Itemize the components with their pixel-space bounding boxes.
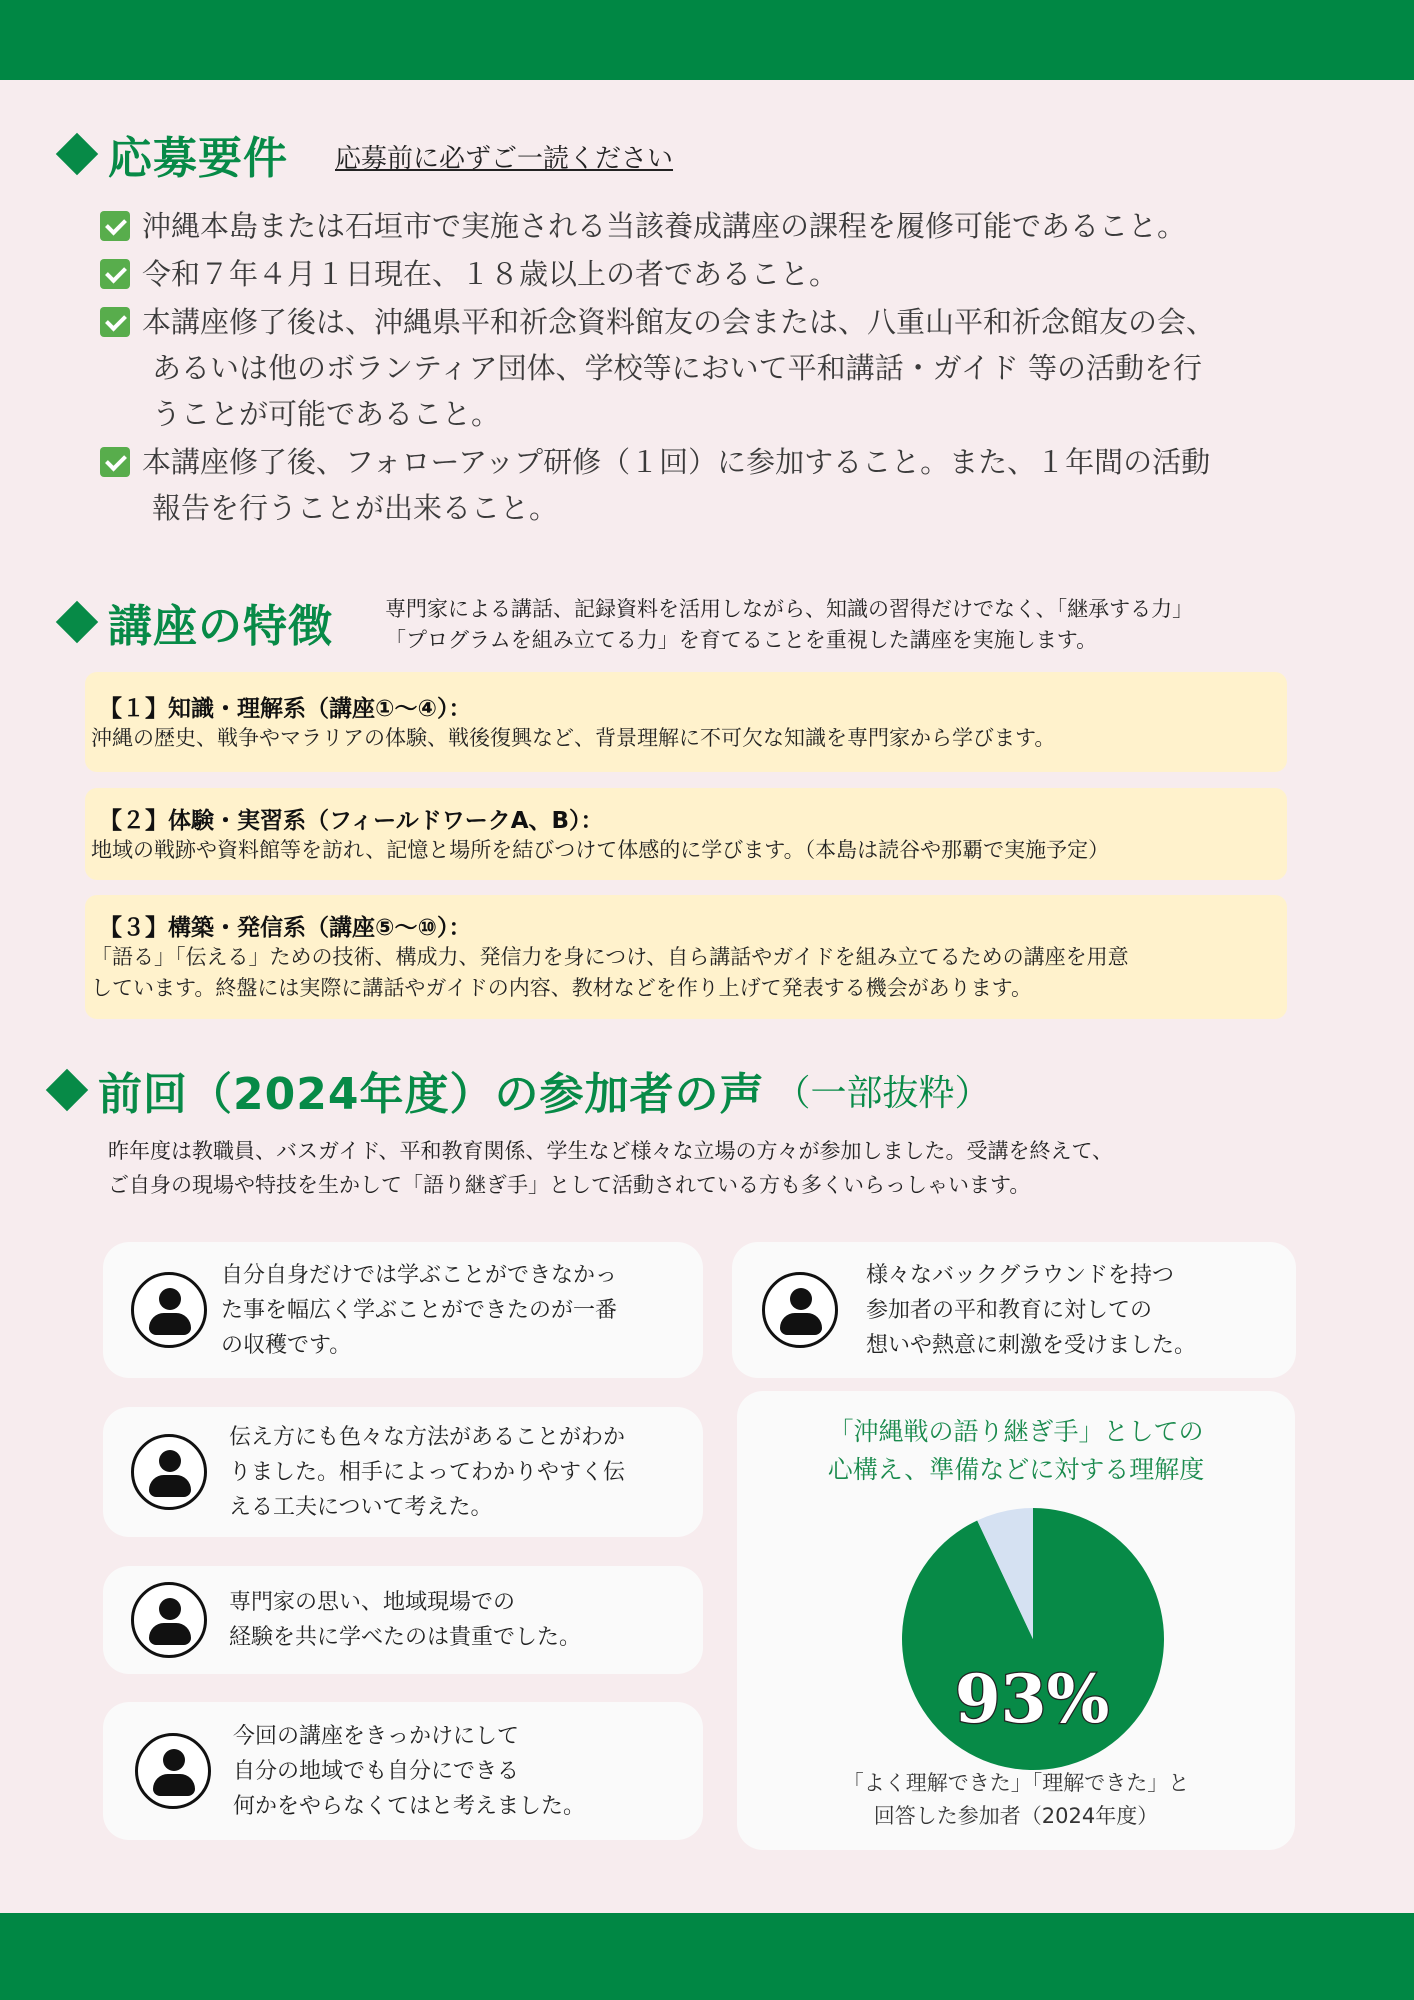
checkbox-icon: [100, 259, 130, 289]
person-icon: [131, 1582, 207, 1658]
chart-caption: 「よく理解できた」「理解できた」と 回答した参加者（2024年度）: [842, 1771, 1190, 1828]
feature-text: 沖縄の歴史、戦争やマラリアの体験、戦後復興など、背景理解に不可欠な知識を専門家から学びます。: [91, 726, 1056, 750]
requirement-item: 本講座修了後、フォローアップ研修（１回）に参加すること。また、１年間の活動 報告を行うことが出来ること。: [100, 439, 1320, 531]
feature-box-experience: [85, 788, 1287, 880]
feature-heading: 【１】知識・理解系（講座①〜④）：: [99, 696, 472, 722]
requirements-title: 応募要件: [108, 133, 288, 184]
requirement-item: 本講座修了後は、沖縄県平和祈念資料館友の会または、八重山平和祈念館友の会、 あるいは他のボランティア団体、学校等において平和講話・ガイド 等の活動を行 うことが可能であること。: [100, 299, 1320, 437]
features-heading: [62, 590, 333, 654]
requirements-list: [100, 203, 1320, 533]
person-icon: [131, 1434, 207, 1510]
requirements-note: 応募前に必ずご一読ください: [335, 144, 674, 174]
understanding-chart-card: [737, 1391, 1295, 1850]
requirement-item: 沖縄本島または石垣市で実施される当該養成講座の課程を履修可能であること。: [100, 203, 1320, 249]
feature-text: 地域の戦跡や資料館等を訪れ、記憶と場所を結びつけて体感的に学びます。（本島は読谷や那覇で実施予定）: [91, 838, 1110, 862]
voice-card: 今回の講座をきっかけにして 自分の地域でも自分にできる 何かをやらなくてはと考えました。: [103, 1702, 703, 1840]
diamond-icon: [56, 133, 98, 175]
bottom-band: [0, 1913, 1414, 2000]
checkbox-icon: [100, 307, 130, 337]
diamond-icon: [46, 1069, 88, 1111]
requirements-heading: [62, 122, 288, 186]
feature-heading: 【２】体験・実習系（フィールドワークA、B）：: [99, 808, 604, 834]
voices-subtitle: （一部抜粋）: [774, 1072, 991, 1114]
diamond-icon: [56, 601, 98, 643]
voice-card: 伝え方にも色々な方法があることがわか りました。相手によってわかりやすく伝 える工夫について考えた。: [103, 1407, 703, 1537]
pie-percent-label: 93%: [954, 1660, 1110, 1738]
features-description: 専門家による講話、記録資料を活用しながら、知識の習得だけでなく、「継承する力」 「プログラムを組み立てる力」を育てることを重視した講座を実施します。: [385, 597, 1194, 652]
feature-box-knowledge: [85, 672, 1287, 772]
checkbox-icon: [100, 211, 130, 241]
feature-text: 「語る」「伝える」ための技術、構成力、発信力を身につけ、自ら講話やガイドを組み立てるための講座を用意: [91, 945, 1129, 969]
features-title: 講座の特徴: [108, 601, 333, 652]
voices-title: 前回（2024年度）の参加者の声: [98, 1069, 765, 1120]
feature-box-building: [85, 895, 1287, 1019]
person-icon: [131, 1272, 207, 1348]
voice-card: 自分自身だけでは学ぶことができなかっ た事を幅広く学ぶことができたのが一番 の収穫です。: [103, 1242, 703, 1378]
voice-card: 様々なバックグラウンドを持つ 参加者の平和教育に対しての 想いや熱意に刺激を受けました。: [732, 1242, 1296, 1378]
checkbox-icon: [100, 447, 130, 477]
voices-heading: [52, 1058, 990, 1122]
requirement-item: 令和７年４月１日現在、１８歳以上の者であること。: [100, 251, 1320, 297]
voice-card: 専門家の思い、地域現場での 経験を共に学べたのは貴重でした。: [103, 1566, 703, 1674]
top-band: [0, 0, 1414, 80]
feature-heading: 【３】構築・発信系（講座⑤〜⑩）：: [99, 915, 472, 941]
chart-title: 「沖縄戦の語り継ぎ手」としての 心構え、準備などに対する理解度: [827, 1417, 1205, 1484]
person-icon: [135, 1733, 211, 1809]
voices-intro: 昨年度は教職員、バスガイド、平和教育関係、学生など様々な立場の方々が参加しました。受講を終えて、 ご自身の現場や特技を生かして「語り継ぎ手」として活動されている方も多くいらっしゃいます。: [108, 1139, 1114, 1197]
feature-text: しています。終盤には実際に講話やガイドの内容、教材などを作り上げて発表する機会があります。: [91, 976, 1033, 1000]
person-icon: [762, 1272, 838, 1348]
